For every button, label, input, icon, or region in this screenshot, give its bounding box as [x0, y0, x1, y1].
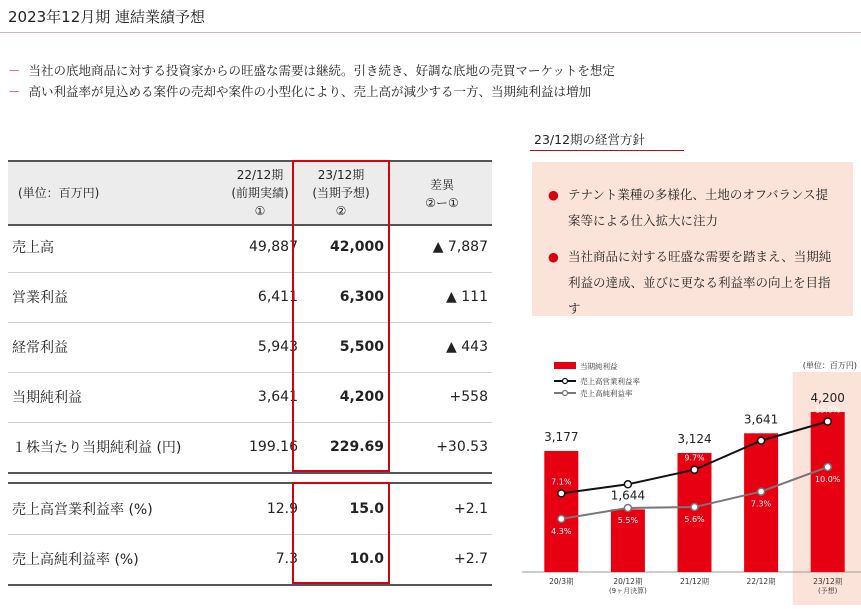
row-label: 売上高 [12, 240, 54, 256]
header-diff [394, 176, 490, 212]
legend-label-line: 売上高営業利益率 [580, 377, 640, 386]
net-income-chart [520, 350, 861, 605]
point-net-margin [758, 488, 765, 495]
bar-net-income [544, 451, 578, 572]
header-diff-title: 差異 [429, 178, 454, 192]
row-cur-value: 5,500 [339, 339, 384, 355]
summary-bullet-2 [8, 81, 615, 102]
policy-item-text: 当社商品に対する旺盛な需要を踏まえ、当期純利益の達成、並びに更なる利益率の向上を目指す [568, 249, 832, 316]
point-net-margin [558, 515, 565, 522]
policy-item [548, 182, 838, 234]
table-row [8, 534, 492, 586]
row-diff-value: +2.1 [454, 501, 488, 517]
row-prev-value: 49,887 [249, 239, 298, 255]
legend-label-bar: 当期純利益 [580, 362, 618, 371]
header-prev-num: ① [254, 204, 266, 218]
row-prev-value: 6,411 [257, 289, 298, 305]
bullet-marker: － [8, 84, 21, 99]
legend-marker [563, 391, 568, 396]
row-label: 売上高営業利益率 (%) [12, 502, 153, 518]
bullet-icon: ● [548, 187, 559, 202]
point-net-margin [824, 464, 831, 471]
header-cur-period: 23/12期 [317, 168, 365, 182]
point-operating-margin [691, 466, 698, 473]
header-cur-type: (当期予想) [312, 186, 370, 200]
bar-net-income [811, 412, 845, 572]
point-operating-margin [758, 437, 765, 444]
legend-swatch-bar [554, 362, 576, 369]
header-prev-type: (前期実績) [231, 186, 289, 200]
page-title: 2023年12月期 連結業績予想 [8, 8, 206, 26]
header-cur-num: ② [335, 204, 347, 218]
category-label: 22/12期 [746, 577, 776, 586]
point-net-margin [624, 504, 631, 511]
unit-label: (単位：百万円) [18, 186, 100, 200]
chart-unit-label: (単位：百万円) [802, 361, 857, 370]
category-sublabel: (予想) [817, 587, 838, 595]
table-row [8, 322, 492, 373]
bar-value-label: 3,177 [544, 429, 579, 444]
row-label: 売上高純利益率 (%) [12, 552, 139, 568]
net-margin-label: 10.0% [814, 475, 841, 484]
row-prev-value: 5,943 [257, 339, 298, 355]
legend-label-line: 売上高純利益率 [580, 389, 633, 398]
row-diff-value: ▲ 7,887 [432, 239, 488, 255]
row-diff-value: +2.7 [454, 551, 488, 567]
bullet-icon: ● [548, 249, 559, 264]
net-margin-label: 4.3% [551, 526, 572, 536]
bullet-text: 高い利益率が見込める案件の売却や案件の小型化により、売上高が減少する一方、当期純利益は増加 [28, 84, 592, 99]
row-cur-value: 15.0 [349, 501, 384, 517]
row-diff-value: +30.53 [436, 439, 488, 455]
row-cur-value: 42,000 [329, 239, 384, 255]
bullet-text: 当社の底地商品に対する投資家からの旺盛な需要は継続。引き続き、好調な底地の売買マーケットを想定 [28, 63, 615, 78]
operating-margin-label: 15.0% [814, 405, 841, 415]
policy-title: 23/12期の経営方針 [534, 132, 646, 147]
row-prev-value: 12.9 [266, 501, 298, 517]
category-label: 21/12期 [679, 577, 710, 586]
table-row [8, 222, 492, 273]
header-prev-period: 22/12期 [236, 168, 284, 182]
row-cur-value: 6,300 [339, 289, 384, 305]
category-label: 20/12期 [613, 577, 643, 586]
operating-margin-label: 7.1% [551, 477, 572, 487]
table-row [8, 422, 492, 474]
legend-marker [563, 379, 568, 384]
bar-value-label: 1,644 [610, 488, 646, 503]
point-operating-margin [624, 481, 631, 488]
table-row [8, 272, 492, 323]
category-label: 20/3期 [549, 577, 574, 586]
operating-margin-label: 8.1% [617, 468, 639, 478]
operating-margin-label: 12.9% [748, 424, 774, 434]
summary-bullet-1 [8, 60, 615, 81]
row-label: 当期純利益 [12, 390, 82, 406]
point-net-margin [691, 504, 698, 511]
policy-box [532, 162, 853, 316]
bar-value-label: 4,200 [810, 391, 845, 405]
row-cur-value: 4,200 [339, 389, 384, 405]
row-label: 営業利益 [12, 290, 68, 306]
summary-bullets [8, 60, 615, 102]
bar-value-label: 3,641 [743, 412, 779, 427]
chart-svg [520, 350, 861, 605]
net-margin-label: 5.5% [617, 515, 639, 525]
row-label: １株当たり当期純利益 (円) [12, 440, 182, 456]
bullet-marker: － [8, 63, 21, 78]
net-margin-label: 7.3% [750, 499, 772, 509]
row-prev-value: 199.16 [249, 439, 298, 455]
header-diff-formula: ②ー① [425, 196, 459, 210]
category-sublabel: (9ヶ月決算) [608, 587, 647, 595]
table-row [8, 372, 492, 423]
net-margin-label: 5.6% [684, 515, 705, 525]
row-diff-value: ▲ 443 [446, 339, 488, 355]
operating-margin-label: 9.7% [684, 453, 705, 463]
row-prev-value: 7.3 [275, 551, 298, 567]
policy-item [548, 244, 838, 322]
row-diff-value: ▲ 111 [446, 289, 488, 305]
table-row [8, 482, 492, 535]
row-prev-value: 3,641 [257, 389, 298, 405]
row-diff-value: +558 [449, 389, 488, 405]
header-cur [293, 166, 389, 220]
row-cur-value: 229.69 [329, 439, 384, 455]
policy-item-text: テナント業種の多様化、土地のオフバランス提案等による仕入拡大に注力 [568, 187, 829, 228]
point-operating-margin [824, 418, 831, 425]
category-label: 23/12期 [813, 577, 843, 586]
row-label: 経常利益 [12, 340, 68, 356]
policy-title-underline [530, 150, 684, 151]
table-header [8, 160, 492, 226]
row-cur-value: 10.0 [349, 551, 384, 567]
point-operating-margin [558, 490, 565, 497]
title-divider [0, 32, 861, 33]
bar-value-label: 3,124 [677, 431, 712, 446]
